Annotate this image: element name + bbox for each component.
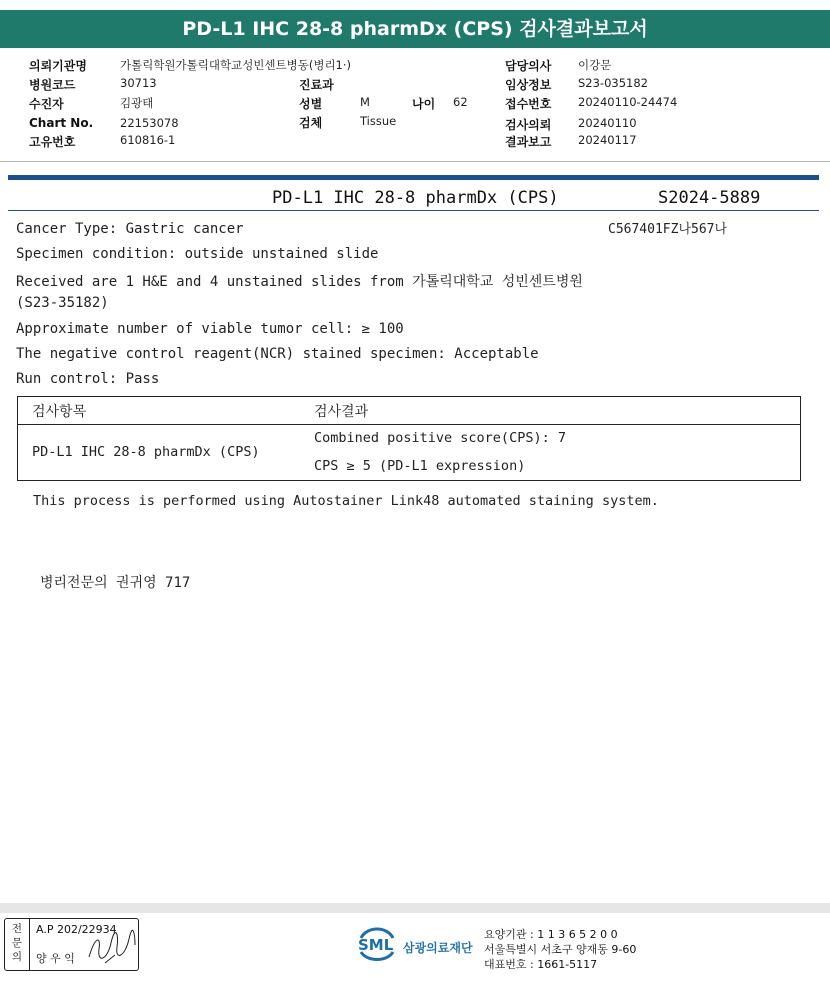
col-header-result: 검사결과 <box>314 404 369 420</box>
signature-box <box>4 918 139 971</box>
hospital-value: 가톨릭학원가톨릭대학교성빈센트병동(병리1·) <box>120 58 352 72</box>
pathologist-line: 병리전문의 권귀영 717 <box>40 575 191 591</box>
doctor-value: 이강문 <box>578 58 612 72</box>
header-divider <box>0 161 830 162</box>
title-underline <box>8 210 819 211</box>
specimen-label: 검체 <box>299 116 323 130</box>
receipt-no-value: 20240110-24474 <box>578 95 678 109</box>
doctor-label: 담당의사 <box>505 59 552 73</box>
cps-score-cell: Combined positive score(CPS): 7 <box>314 430 566 446</box>
signature-scribble-icon <box>85 927 139 967</box>
specialist-tag <box>7 922 27 964</box>
cps-interpretation-cell: CPS ≥ 5 (PD-L1 expression) <box>314 458 526 474</box>
sex-value: M <box>360 95 370 109</box>
hospital-label: 의뢰기관명 <box>29 59 87 73</box>
patient-value: 김광태 <box>120 96 154 110</box>
case-ref-line: (S23-35182) <box>16 295 109 311</box>
phone: 대표번호 : 1661-5117 <box>484 958 598 971</box>
received-line: Received are 1 H&E and 4 unstained slides from 가톨릭대학교 성빈센트병원 <box>16 274 583 290</box>
viable-cell-line: Approximate number of viable tumor cell: ≥ 100 <box>16 321 404 337</box>
signer-name: 양 우 익 <box>36 952 75 965</box>
test-title: PD-L1 IHC 28-8 pharmDx (CPS) <box>272 188 559 208</box>
patient-label: 수진자 <box>29 97 64 111</box>
table-header-rule <box>18 424 800 425</box>
hospital-code-value: 30713 <box>120 76 157 90</box>
clinical-info-label: 임상정보 <box>505 78 552 92</box>
sml-logo <box>355 924 399 964</box>
clinical-info-value: S23-035182 <box>578 76 648 90</box>
unique-id-label: 고유번호 <box>29 135 76 149</box>
sml-logo-mark: SML <box>358 936 394 954</box>
request-date-value: 20240110 <box>578 116 637 130</box>
report-number: S2024-5889 <box>658 188 761 208</box>
report-title: PD-L1 IHC 28-8 pharmDx (CPS) 검사결과보고서 <box>182 18 648 40</box>
chart-no-label: Chart No. <box>29 116 94 130</box>
specialist-tag-text: 전문의 <box>11 923 23 963</box>
specimen-value: Tissue <box>360 114 397 128</box>
receipt-no-label: 접수번호 <box>505 97 552 111</box>
age-value: 62 <box>453 95 468 109</box>
specimen-condition-line: Specimen condition: outside unstained slide <box>16 246 379 262</box>
hospital-code-label: 병원코드 <box>29 78 76 92</box>
address: 서울특별시 서초구 양재동 9-60 <box>484 943 637 956</box>
chart-no-value: 22153078 <box>120 116 179 130</box>
department-label: 진료과 <box>299 78 334 92</box>
foundation-name: 삼광의료재단 <box>403 941 473 955</box>
ncr-line: The negative control reagent(NCR) stained specimen: Acceptable <box>16 346 539 362</box>
report-date-label: 결과보고 <box>505 135 552 149</box>
process-note: This process is performed using Autostainer Link48 automated staining system. <box>33 493 659 509</box>
report-date-value: 20240117 <box>578 133 637 147</box>
signer-id: A.P 202/22934 <box>36 923 117 936</box>
report-top-rule <box>8 175 819 180</box>
request-date-label: 검사의뢰 <box>505 118 552 132</box>
footer-band <box>0 903 830 913</box>
run-control-line: Run control: Pass <box>16 371 160 387</box>
age-label: 나이 <box>412 97 436 111</box>
institution-code: 요양기관 : 1 1 3 6 5 2 0 0 <box>484 928 618 941</box>
barcode-text: C567401FZ나567나 <box>608 222 728 237</box>
report-title-bar <box>0 10 830 48</box>
unique-id-value: 610816-1 <box>120 133 176 147</box>
sex-label: 성별 <box>299 97 323 111</box>
signature-box-divider <box>29 919 30 970</box>
cancer-type-line: Cancer Type: Gastric cancer <box>16 221 244 237</box>
table-item-cell: PD-L1 IHC 28-8 pharmDx (CPS) <box>32 444 260 460</box>
col-header-item: 검사항목 <box>32 404 87 420</box>
result-table <box>17 396 801 481</box>
